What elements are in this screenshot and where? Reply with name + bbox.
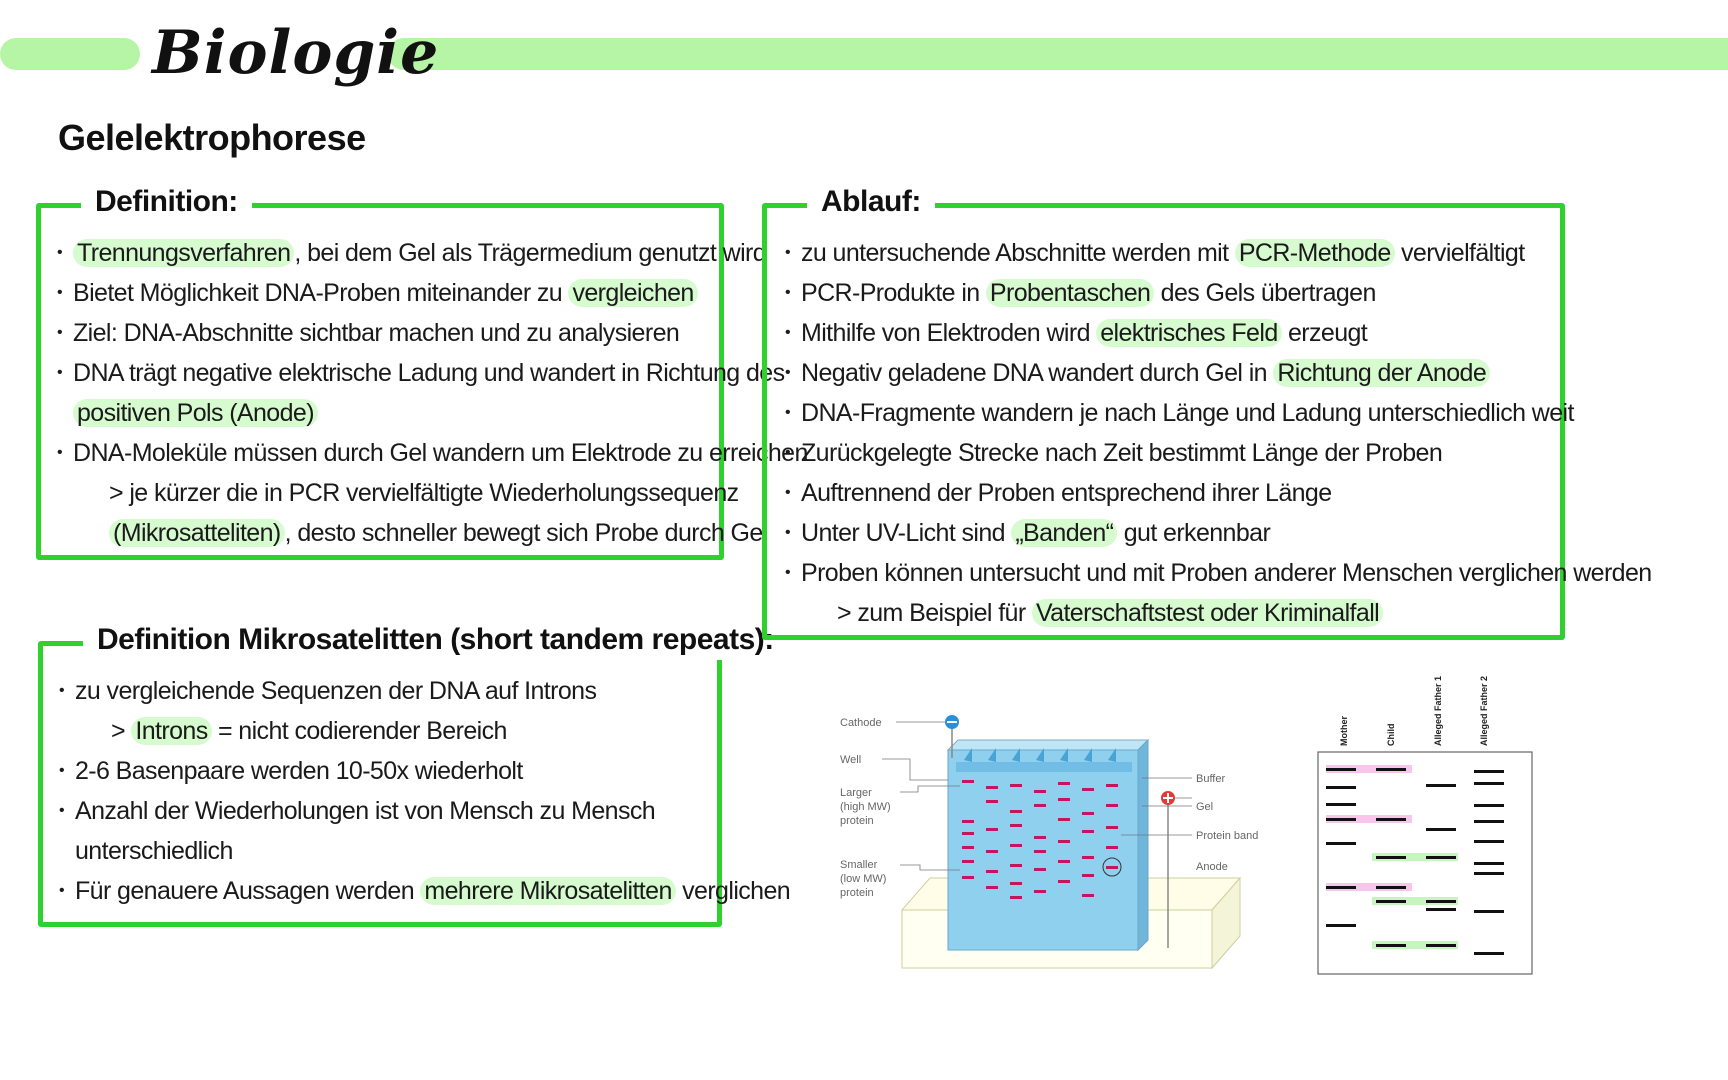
list-item xyxy=(75,751,790,791)
band xyxy=(1058,880,1070,883)
text-segment: unterschiedlich xyxy=(75,837,233,865)
header-bar-left xyxy=(0,38,140,70)
gel-top xyxy=(948,740,1148,750)
band xyxy=(1376,900,1406,903)
band xyxy=(1010,896,1022,899)
band xyxy=(962,820,974,823)
band xyxy=(1010,844,1022,847)
definition-title: Definition: xyxy=(81,182,252,222)
highlighted-text: PCR-Methode xyxy=(1235,239,1395,267)
text-segment: gut erkennbar xyxy=(1117,519,1271,547)
text-segment: Bietet Möglichkeit DNA-Proben miteinander zu xyxy=(73,279,569,307)
highlighted-text: Richtung der Anode xyxy=(1273,359,1490,387)
list-item xyxy=(73,273,808,313)
band xyxy=(986,870,998,873)
list-item xyxy=(75,871,790,911)
highlighted-text: positiven Pols (Anode) xyxy=(73,399,318,427)
text-segment: > xyxy=(111,717,132,745)
smaller-label-1: Smaller xyxy=(840,859,878,871)
band xyxy=(1426,828,1456,831)
band xyxy=(1034,790,1046,793)
band xyxy=(1474,820,1504,823)
band xyxy=(1106,784,1118,787)
band xyxy=(962,860,974,863)
mikrosatelliten-list xyxy=(75,671,790,911)
band xyxy=(1034,868,1046,871)
band xyxy=(1058,840,1070,843)
band xyxy=(1474,840,1504,843)
gel-side xyxy=(1138,740,1148,950)
band xyxy=(1326,842,1356,845)
band xyxy=(1326,924,1356,927)
band xyxy=(1376,818,1406,821)
band xyxy=(1106,846,1118,849)
band xyxy=(1474,782,1504,785)
text-segment: > je kürzer die in PCR vervielfältigte Wiederholungssequenz xyxy=(109,479,739,507)
text-segment: > zum Beispiel für xyxy=(837,599,1032,627)
list-item xyxy=(801,393,1652,433)
larger-label-1: Larger xyxy=(840,787,872,799)
band xyxy=(1326,818,1356,821)
list-item xyxy=(73,513,808,553)
highlighted-text: Probentaschen xyxy=(986,279,1154,307)
highlighted-text: vergleichen xyxy=(568,279,697,307)
band xyxy=(1082,788,1094,791)
ablauf-list xyxy=(801,233,1652,633)
band xyxy=(1034,804,1046,807)
paternity-test-gel xyxy=(1310,660,1550,980)
band xyxy=(1010,882,1022,885)
band xyxy=(1326,786,1356,789)
text-segment: Unter UV-Licht sind xyxy=(801,519,1012,547)
list-item xyxy=(73,433,808,473)
list-item xyxy=(801,553,1652,593)
band xyxy=(986,800,998,803)
text-segment: DNA-Moleküle müssen durch Gel wandern um Elektrode zu erreichen xyxy=(73,439,808,467)
band xyxy=(962,876,974,879)
buffer-layer xyxy=(956,762,1132,772)
highlighted-text: „Banden“ xyxy=(1011,519,1117,547)
band xyxy=(986,886,998,889)
column-label-father-1: Alleged Father 1 xyxy=(1433,675,1443,746)
list-item xyxy=(73,233,808,273)
band xyxy=(1106,804,1118,807)
band xyxy=(1474,872,1504,875)
text-segment: Negativ geladene DNA wandert durch Gel in xyxy=(801,359,1274,387)
minus-sign xyxy=(947,721,957,723)
band xyxy=(962,780,974,783)
band xyxy=(1034,890,1046,893)
highlighted-text: Introns xyxy=(131,717,211,745)
band xyxy=(1474,862,1504,865)
band xyxy=(1058,782,1070,785)
band xyxy=(1034,850,1046,853)
header-bar-right xyxy=(388,38,1728,70)
text-segment: , desto schneller bewegt sich Probe durch Gel xyxy=(284,519,768,547)
text-segment: zu vergleichende Sequenzen der DNA auf Introns xyxy=(75,677,597,705)
band xyxy=(1474,804,1504,807)
text-segment: verglichen xyxy=(675,877,791,905)
band xyxy=(1010,864,1022,867)
band xyxy=(1376,944,1406,947)
text-segment: Anzahl der Wiederholungen ist von Mensch zu Mensch xyxy=(75,797,656,825)
list-item xyxy=(801,593,1652,633)
band xyxy=(1058,860,1070,863)
band xyxy=(1474,770,1504,773)
mikrosatelliten-box xyxy=(38,623,791,927)
band xyxy=(1010,810,1022,813)
ablauf-box xyxy=(762,185,1652,640)
highlighted-text: mehrere Mikrosatelitten xyxy=(420,877,675,905)
text-segment: Ziel: DNA-Abschnitte sichtbar machen und zu analysieren xyxy=(73,319,680,347)
text-segment: zu untersuchende Abschnitte werden mit xyxy=(801,239,1235,267)
list-item xyxy=(801,313,1652,353)
band xyxy=(1376,886,1406,889)
band xyxy=(1034,836,1046,839)
band xyxy=(1326,803,1356,806)
list-item xyxy=(75,711,790,751)
text-segment: Zurückgelegte Strecke nach Zeit bestimmt Länge der Proben xyxy=(801,439,1443,467)
larger-label-2: (high MW) xyxy=(840,801,891,813)
band xyxy=(1376,856,1406,859)
text-segment: , bei dem Gel als Trägermedium genutzt wird xyxy=(294,239,767,267)
band xyxy=(1058,798,1070,801)
list-item xyxy=(801,273,1652,313)
band xyxy=(962,846,974,849)
band xyxy=(962,832,974,835)
list-item xyxy=(73,473,808,513)
band xyxy=(1082,856,1094,859)
list-item xyxy=(801,233,1652,273)
text-segment: vervielfältigt xyxy=(1394,239,1525,267)
text-segment: DNA-Fragmente wandern je nach Länge und Ladung unterschiedlich weit xyxy=(801,399,1574,427)
text-segment: Auftrennend der Proben entsprechend ihrer Länge xyxy=(801,479,1332,507)
page-title: Gelelektrophorese xyxy=(58,117,366,158)
highlighted-text: (Mikrosatteliten) xyxy=(109,519,285,547)
band xyxy=(986,828,998,831)
band xyxy=(1426,908,1456,911)
smaller-label-2: (low MW) xyxy=(840,873,887,885)
highlighted-text: Vaterschaftstest oder Kriminalfall xyxy=(1032,599,1383,627)
anode-label: Anode xyxy=(1196,861,1228,873)
mikrosatelliten-title: Definition Mikrosatelitten (short tandem repeats): xyxy=(83,620,788,660)
text-segment: Mithilfe von Elektroden wird xyxy=(801,319,1097,347)
highlighted-text: Trennungsverfahren xyxy=(73,239,294,267)
band xyxy=(1474,952,1504,955)
band xyxy=(1376,768,1406,771)
list-item xyxy=(801,473,1652,513)
definition-box xyxy=(36,185,808,560)
band xyxy=(1010,824,1022,827)
band xyxy=(1010,784,1022,787)
band xyxy=(1426,784,1456,787)
buffer-label: Buffer xyxy=(1196,773,1226,785)
list-item xyxy=(801,513,1652,553)
band xyxy=(1082,812,1094,815)
column-label-mother: Mother xyxy=(1339,716,1349,746)
leader-line xyxy=(882,759,948,780)
highlighted-text: elektrisches Feld xyxy=(1096,319,1281,347)
band xyxy=(1082,894,1094,897)
text-segment: des Gels übertragen xyxy=(1154,279,1376,307)
band xyxy=(986,786,998,789)
band xyxy=(1106,866,1118,869)
ablauf-title: Ablauf: xyxy=(807,182,935,222)
text-segment: = nicht codierender Bereich xyxy=(211,717,507,745)
list-item xyxy=(73,353,808,393)
smaller-label-3: protein xyxy=(840,887,874,899)
band xyxy=(1106,826,1118,829)
cathode-label: Cathode xyxy=(840,717,882,729)
plus-sign xyxy=(1167,793,1169,803)
protein-band-label: Protein band xyxy=(1196,830,1259,842)
definition-list xyxy=(73,233,808,553)
text-segment: 2-6 Basenpaare werden 10-50x wiederholt xyxy=(75,757,523,785)
column-label-father-2: Alleged Father 2 xyxy=(1479,675,1489,746)
band xyxy=(1326,768,1356,771)
list-item xyxy=(73,313,808,353)
list-item xyxy=(801,353,1652,393)
text-segment: PCR-Produkte in xyxy=(801,279,986,307)
band xyxy=(986,850,998,853)
list-item xyxy=(801,433,1652,473)
subject-title: Biologie xyxy=(152,18,440,88)
gel-label: Gel xyxy=(1196,801,1214,813)
band xyxy=(1082,830,1094,833)
text-segment: DNA trägt negative elektrische Ladung und wandert in Richtung des xyxy=(73,359,785,387)
gel-electrophoresis-diagram xyxy=(830,700,1280,1000)
band xyxy=(1326,886,1356,889)
text-segment: erzeugt xyxy=(1281,319,1368,347)
well-label: Well xyxy=(840,754,862,766)
band xyxy=(1474,910,1504,913)
band xyxy=(1426,944,1456,947)
band xyxy=(1058,818,1070,821)
band xyxy=(1426,856,1456,859)
list-item xyxy=(75,831,790,871)
list-item xyxy=(75,791,790,831)
text-segment: Für genauere Aussagen werden xyxy=(75,877,421,905)
column-label-child: Child xyxy=(1386,723,1396,746)
list-item xyxy=(73,393,808,433)
larger-label-3: protein xyxy=(840,815,874,827)
list-item xyxy=(75,671,790,711)
band xyxy=(1082,874,1094,877)
band xyxy=(1426,900,1456,903)
text-segment: Proben können untersucht und mit Proben anderer Menschen verglichen werden xyxy=(801,559,1652,587)
